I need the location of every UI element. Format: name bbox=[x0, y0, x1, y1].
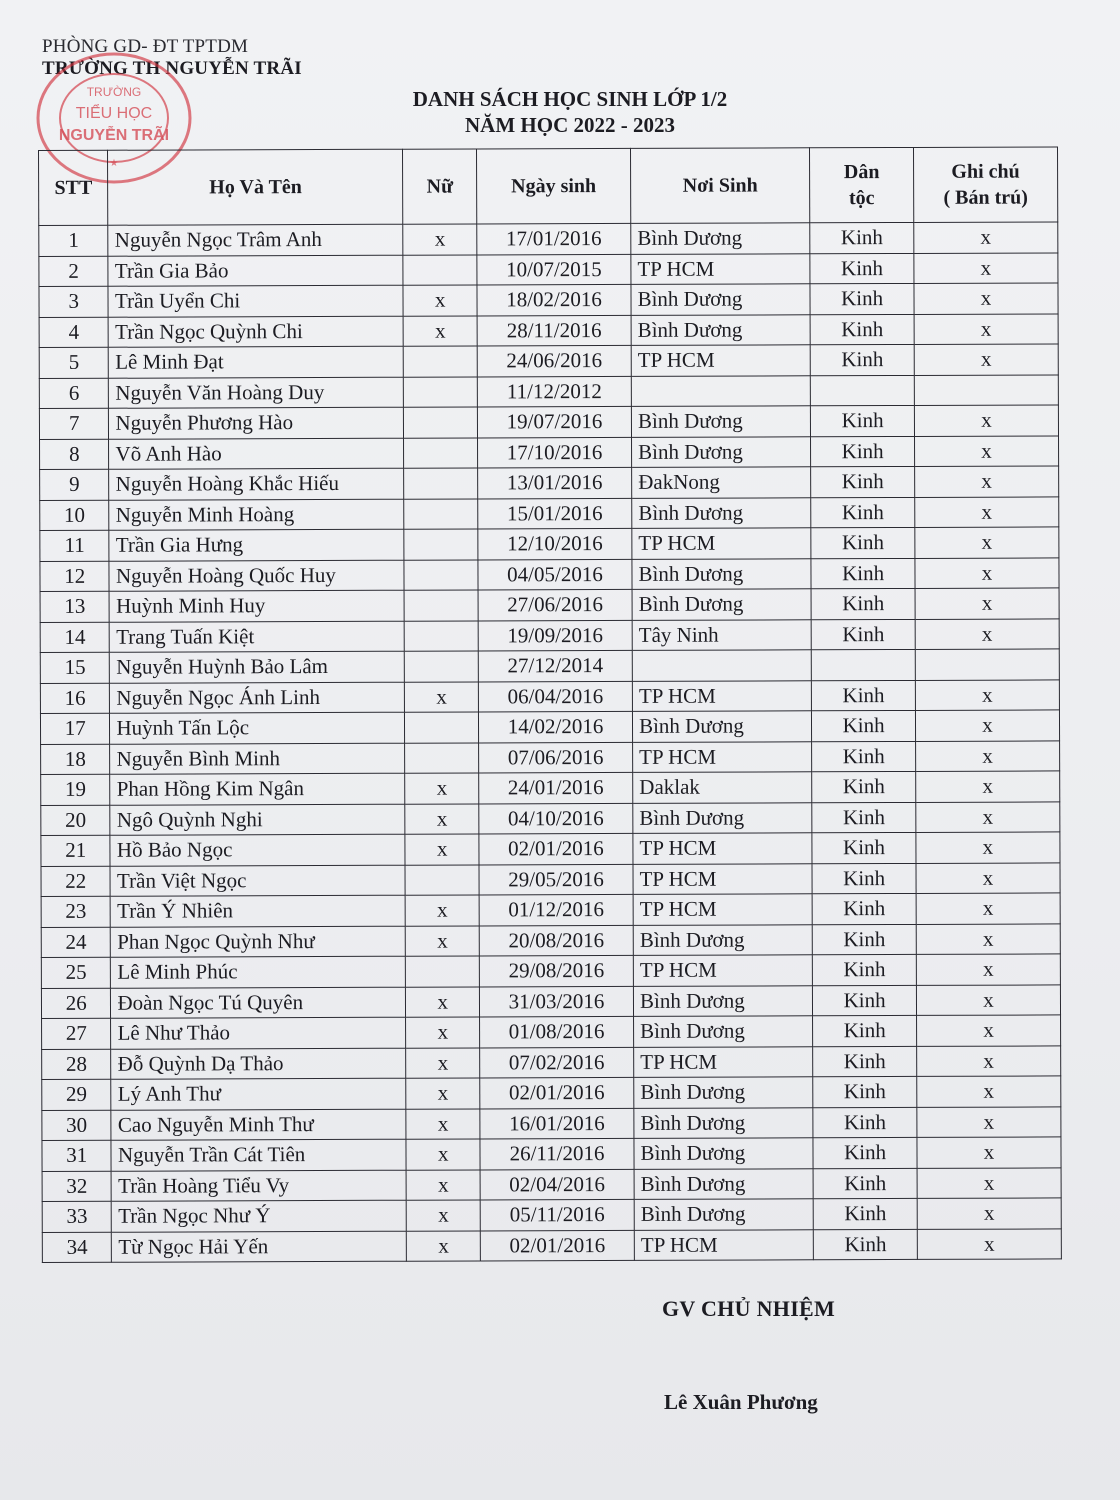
cell-boarding-note: x bbox=[914, 222, 1058, 253]
table-row bbox=[40, 618, 1059, 652]
cell-female bbox=[406, 956, 480, 987]
department-name: PHÒNG GD- ĐT TPTDM bbox=[42, 36, 249, 57]
cell-stt: 10 bbox=[40, 500, 110, 531]
cell-student-name: Trần Việt Ngọc bbox=[110, 865, 405, 897]
cell-female bbox=[404, 346, 478, 377]
cell-female bbox=[404, 529, 478, 560]
cell-boarding-note: x bbox=[915, 588, 1059, 619]
table-row bbox=[40, 649, 1059, 683]
table-row bbox=[41, 893, 1060, 927]
col-header-ethnicity-line1: Dân bbox=[843, 161, 880, 184]
cell-stt: 15 bbox=[40, 652, 110, 683]
cell-ethnicity: Kinh bbox=[813, 1107, 917, 1138]
cell-ethnicity: Kinh bbox=[812, 802, 916, 833]
cell-student-name: Nguyễn Ngọc Ánh Linh bbox=[110, 682, 405, 714]
cell-ethnicity: Kinh bbox=[811, 588, 915, 619]
cell-ethnicity: Kinh bbox=[813, 954, 917, 985]
cell-birthplace: TP HCM bbox=[631, 345, 810, 376]
cell-ethnicity: Kinh bbox=[812, 771, 916, 802]
cell-female bbox=[405, 864, 479, 895]
cell-student-name: Nguyễn Hoàng Khắc Hiếu bbox=[109, 468, 404, 500]
table-row bbox=[41, 740, 1060, 774]
cell-female: x bbox=[407, 1200, 481, 1231]
col-header-birthplace: Nơi Sinh bbox=[631, 148, 810, 224]
cell-student-name: Hồ Bảo Ngọc bbox=[110, 834, 405, 866]
cell-ethnicity: Kinh bbox=[812, 893, 916, 924]
cell-date-of-birth: 07/02/2016 bbox=[480, 1047, 634, 1078]
cell-stt: 3 bbox=[39, 286, 109, 317]
cell-ethnicity bbox=[811, 649, 915, 680]
cell-boarding-note: x bbox=[915, 557, 1059, 588]
table-row bbox=[42, 1076, 1061, 1110]
cell-student-name: Huỳnh Tấn Lộc bbox=[110, 712, 405, 744]
table-row bbox=[40, 496, 1059, 530]
cell-boarding-note: x bbox=[915, 527, 1059, 558]
cell-birthplace: Bình Dương bbox=[634, 1016, 813, 1047]
cell-stt: 4 bbox=[39, 317, 109, 348]
cell-female: x bbox=[406, 925, 480, 956]
cell-student-name: Lê Minh Đạt bbox=[109, 346, 404, 378]
cell-boarding-note: x bbox=[916, 801, 1060, 832]
cell-date-of-birth: 04/05/2016 bbox=[478, 559, 632, 590]
cell-stt: 27 bbox=[42, 1018, 112, 1049]
table-row bbox=[41, 832, 1060, 866]
svg-text:★: ★ bbox=[109, 158, 119, 169]
table-row bbox=[41, 984, 1060, 1018]
cell-stt: 13 bbox=[40, 591, 110, 622]
cell-student-name: Võ Anh Hào bbox=[109, 438, 404, 470]
cell-birthplace: ĐakNong bbox=[632, 467, 811, 498]
cell-date-of-birth: 24/06/2016 bbox=[477, 345, 631, 376]
cell-ethnicity: Kinh bbox=[813, 1198, 917, 1229]
title-line-1: DANH SÁCH HỌC SINH LỚP 1/2 bbox=[412, 87, 728, 111]
cell-student-name: Phan Ngọc Quỳnh Như bbox=[111, 926, 406, 958]
cell-female bbox=[404, 498, 478, 529]
cell-ethnicity: Kinh bbox=[810, 253, 914, 284]
cell-birthplace: Bình Dương bbox=[631, 314, 810, 345]
cell-stt: 5 bbox=[39, 347, 109, 378]
cell-birthplace: TP HCM bbox=[633, 741, 812, 772]
table-row bbox=[42, 1198, 1061, 1232]
table-row bbox=[40, 557, 1059, 591]
cell-stt: 7 bbox=[39, 408, 109, 439]
table-row bbox=[39, 222, 1058, 256]
table-row bbox=[39, 283, 1058, 317]
cell-ethnicity: Kinh bbox=[811, 619, 915, 650]
cell-female bbox=[404, 376, 478, 407]
cell-birthplace: Bình Dương bbox=[634, 1168, 813, 1199]
cell-date-of-birth: 05/11/2016 bbox=[480, 1199, 634, 1230]
cell-female: x bbox=[406, 1139, 480, 1170]
cell-student-name: Trần Ngọc Quỳnh Chi bbox=[109, 316, 404, 348]
cell-ethnicity bbox=[811, 375, 915, 406]
cell-student-name: Trang Tuấn Kiệt bbox=[110, 621, 405, 653]
cell-stt: 26 bbox=[41, 988, 111, 1019]
cell-stt: 19 bbox=[41, 774, 111, 805]
table-row bbox=[40, 588, 1059, 622]
table-row bbox=[40, 679, 1059, 713]
cell-ethnicity: Kinh bbox=[813, 985, 917, 1016]
cell-stt: 12 bbox=[40, 561, 110, 592]
table-row bbox=[41, 954, 1060, 988]
cell-date-of-birth: 17/10/2016 bbox=[477, 437, 631, 468]
stamp-text-mid: TIỂU HỌC bbox=[75, 105, 153, 122]
cell-stt: 18 bbox=[41, 744, 111, 775]
table-row bbox=[40, 466, 1059, 500]
cell-stt: 25 bbox=[41, 957, 111, 988]
cell-date-of-birth: 14/02/2016 bbox=[478, 711, 632, 742]
cell-boarding-note: x bbox=[916, 771, 1060, 802]
cell-date-of-birth: 04/10/2016 bbox=[479, 803, 633, 834]
cell-ethnicity: Kinh bbox=[813, 1015, 917, 1046]
signature-title: GV CHỦ NHIỆM bbox=[662, 1296, 836, 1321]
cell-female: x bbox=[406, 1078, 480, 1109]
cell-student-name: Phan Hồng Kim Ngân bbox=[110, 773, 405, 805]
cell-student-name: Ngô Quỳnh Nghi bbox=[110, 804, 405, 836]
cell-student-name: Nguyễn Bình Minh bbox=[110, 743, 405, 775]
cell-date-of-birth: 02/04/2016 bbox=[480, 1169, 634, 1200]
cell-stt: 33 bbox=[42, 1201, 112, 1232]
cell-female: x bbox=[405, 773, 479, 804]
cell-date-of-birth: 19/07/2016 bbox=[477, 406, 631, 437]
cell-boarding-note bbox=[915, 649, 1059, 680]
cell-female: x bbox=[403, 224, 477, 255]
cell-student-name: Từ Ngọc Hải Yến bbox=[112, 1231, 407, 1263]
cell-boarding-note: x bbox=[917, 1198, 1061, 1229]
cell-female bbox=[404, 407, 478, 438]
cell-ethnicity: Kinh bbox=[812, 680, 916, 711]
cell-ethnicity: Kinh bbox=[811, 405, 915, 436]
table-row bbox=[41, 801, 1060, 835]
cell-student-name: Đỗ Quỳnh Dạ Thảo bbox=[111, 1048, 406, 1080]
cell-date-of-birth: 10/07/2015 bbox=[477, 254, 631, 285]
cell-birthplace: Bình Dương bbox=[632, 711, 811, 742]
col-header-note bbox=[913, 147, 1057, 223]
cell-female: x bbox=[406, 986, 480, 1017]
cell-stt: 28 bbox=[42, 1049, 112, 1080]
cell-student-name: Nguyễn Hoàng Quốc Huy bbox=[109, 560, 404, 592]
cell-birthplace: TP HCM bbox=[633, 955, 812, 986]
cell-stt: 22 bbox=[41, 866, 111, 897]
document-title bbox=[370, 86, 770, 138]
table-row bbox=[39, 374, 1058, 408]
col-header-dob: Ngày sinh bbox=[476, 148, 630, 224]
cell-date-of-birth: 07/06/2016 bbox=[479, 742, 633, 773]
cell-student-name: Đoàn Ngọc Tú Quyên bbox=[111, 987, 406, 1019]
cell-date-of-birth: 01/12/2016 bbox=[479, 894, 633, 925]
stamp-text-bottom: NGUYỄN TRÃI bbox=[58, 127, 170, 144]
cell-stt: 8 bbox=[40, 439, 110, 470]
cell-boarding-note: x bbox=[916, 832, 1060, 863]
table-row bbox=[42, 1045, 1061, 1079]
cell-female bbox=[404, 559, 478, 590]
cell-female: x bbox=[403, 285, 477, 316]
cell-date-of-birth: 02/01/2016 bbox=[479, 833, 633, 864]
cell-boarding-note: x bbox=[914, 405, 1058, 436]
cell-ethnicity: Kinh bbox=[811, 527, 915, 558]
cell-date-of-birth: 13/01/2016 bbox=[478, 467, 632, 498]
cell-birthplace: Bình Dương bbox=[634, 1107, 813, 1138]
table-row bbox=[39, 344, 1058, 378]
col-header-female: Nữ bbox=[403, 149, 477, 224]
cell-student-name: Trần Ngọc Như Ý bbox=[112, 1200, 407, 1232]
cell-female: x bbox=[405, 803, 479, 834]
cell-boarding-note: x bbox=[914, 252, 1058, 283]
cell-ethnicity: Kinh bbox=[812, 741, 916, 772]
cell-birthplace: Bình Dương bbox=[634, 1077, 813, 1108]
cell-date-of-birth: 20/08/2016 bbox=[479, 925, 633, 956]
cell-boarding-note: x bbox=[917, 1045, 1061, 1076]
table-row bbox=[42, 1106, 1061, 1140]
cell-birthplace: Bình Dương bbox=[632, 497, 811, 528]
cell-ethnicity: Kinh bbox=[810, 344, 914, 375]
cell-ethnicity: Kinh bbox=[812, 710, 916, 741]
cell-student-name: Nguyễn Minh Hoàng bbox=[109, 499, 404, 531]
cell-birthplace: Bình Dương bbox=[631, 406, 810, 437]
cell-ethnicity: Kinh bbox=[810, 283, 914, 314]
cell-date-of-birth: 28/11/2016 bbox=[477, 315, 631, 346]
cell-stt: 34 bbox=[42, 1232, 112, 1263]
cell-date-of-birth: 12/10/2016 bbox=[478, 528, 632, 559]
cell-student-name: Nguyễn Phương Hào bbox=[109, 407, 404, 439]
cell-date-of-birth: 18/02/2016 bbox=[477, 284, 631, 315]
cell-boarding-note: x bbox=[914, 283, 1058, 314]
table-row bbox=[40, 527, 1059, 561]
col-header-ethnicity bbox=[810, 147, 914, 222]
cell-date-of-birth: 15/01/2016 bbox=[478, 498, 632, 529]
cell-date-of-birth: 19/09/2016 bbox=[478, 620, 632, 651]
cell-boarding-note: x bbox=[916, 984, 1060, 1015]
cell-student-name: Trần Gia Bảo bbox=[108, 255, 403, 287]
cell-birthplace: Bình Dương bbox=[632, 558, 811, 589]
col-header-note-line1: Ghi chú bbox=[951, 160, 1020, 183]
cell-birthplace: Daklak bbox=[633, 772, 812, 803]
signature-name: Lê Xuân Phương bbox=[664, 1390, 818, 1414]
cell-stt: 1 bbox=[39, 225, 109, 256]
cell-birthplace: TP HCM bbox=[634, 1229, 813, 1260]
cell-date-of-birth: 24/01/2016 bbox=[479, 772, 633, 803]
cell-stt: 16 bbox=[40, 683, 110, 714]
cell-date-of-birth: 29/08/2016 bbox=[479, 955, 633, 986]
cell-ethnicity: Kinh bbox=[812, 924, 916, 955]
cell-birthplace: TP HCM bbox=[632, 680, 811, 711]
cell-ethnicity: Kinh bbox=[811, 466, 915, 497]
cell-ethnicity: Kinh bbox=[814, 1229, 918, 1260]
col-header-name: Họ Và Tên bbox=[108, 149, 403, 225]
cell-boarding-note: x bbox=[915, 496, 1059, 527]
cell-female bbox=[403, 254, 477, 285]
cell-ethnicity: Kinh bbox=[813, 1137, 917, 1168]
cell-ethnicity: Kinh bbox=[811, 436, 915, 467]
table-row bbox=[41, 771, 1060, 805]
cell-student-name: Trần Uyển Chi bbox=[108, 285, 403, 317]
table-row bbox=[40, 710, 1059, 744]
student-list-table bbox=[38, 146, 1062, 1263]
cell-boarding-note: x bbox=[915, 679, 1059, 710]
cell-student-name: Huỳnh Minh Huy bbox=[110, 590, 405, 622]
cell-boarding-note: x bbox=[914, 344, 1058, 375]
cell-female bbox=[405, 651, 479, 682]
cell-date-of-birth: 02/01/2016 bbox=[480, 1077, 634, 1108]
cell-stt: 9 bbox=[40, 469, 110, 500]
table-row bbox=[39, 252, 1058, 286]
cell-student-name: Trần Gia Hưng bbox=[109, 529, 404, 561]
cell-boarding-note: x bbox=[917, 1076, 1061, 1107]
table-row bbox=[39, 405, 1058, 439]
cell-female: x bbox=[406, 1108, 480, 1139]
cell-date-of-birth: 16/01/2016 bbox=[480, 1108, 634, 1139]
cell-birthplace: Bình Dương bbox=[631, 223, 810, 254]
cell-boarding-note: x bbox=[917, 1167, 1061, 1198]
cell-student-name: Lý Anh Thư bbox=[111, 1078, 406, 1110]
cell-date-of-birth: 17/01/2016 bbox=[477, 223, 631, 254]
col-header-stt: STT bbox=[39, 150, 109, 225]
cell-ethnicity: Kinh bbox=[811, 497, 915, 528]
cell-date-of-birth: 26/11/2016 bbox=[480, 1138, 634, 1169]
cell-female: x bbox=[405, 681, 479, 712]
cell-boarding-note: x bbox=[915, 466, 1059, 497]
cell-boarding-note: x bbox=[915, 710, 1059, 741]
table-header-row bbox=[39, 147, 1058, 226]
cell-date-of-birth: 11/12/2012 bbox=[477, 376, 631, 407]
cell-birthplace: Bình Dương bbox=[632, 589, 811, 620]
cell-boarding-note: x bbox=[916, 1015, 1060, 1046]
cell-ethnicity: Kinh bbox=[812, 832, 916, 863]
cell-birthplace: Tây Ninh bbox=[632, 619, 811, 650]
cell-stt: 32 bbox=[42, 1171, 112, 1202]
cell-birthplace: TP HCM bbox=[633, 833, 812, 864]
cell-female: x bbox=[406, 895, 480, 926]
cell-ethnicity: Kinh bbox=[811, 558, 915, 589]
table-row bbox=[42, 1228, 1061, 1262]
cell-stt: 29 bbox=[42, 1079, 112, 1110]
cell-stt: 23 bbox=[41, 896, 111, 927]
cell-boarding-note: x bbox=[916, 862, 1060, 893]
cell-female bbox=[404, 437, 478, 468]
cell-ethnicity: Kinh bbox=[813, 1046, 917, 1077]
table-row bbox=[41, 923, 1060, 957]
cell-stt: 20 bbox=[41, 805, 111, 836]
cell-birthplace: Bình Dương bbox=[633, 985, 812, 1016]
cell-date-of-birth: 27/12/2014 bbox=[478, 650, 632, 681]
cell-birthplace: TP HCM bbox=[631, 253, 810, 284]
cell-date-of-birth: 02/01/2016 bbox=[480, 1230, 634, 1261]
table-row bbox=[42, 1015, 1061, 1049]
cell-student-name: Nguyễn Văn Hoàng Duy bbox=[109, 377, 404, 409]
stamp-text-top: TRƯỜNG bbox=[86, 85, 142, 99]
cell-birthplace: TP HCM bbox=[634, 1046, 813, 1077]
cell-boarding-note: x bbox=[916, 893, 1060, 924]
cell-ethnicity: Kinh bbox=[810, 222, 914, 253]
cell-boarding-note: x bbox=[914, 313, 1058, 344]
col-header-note-line2: ( Bán trú) bbox=[943, 186, 1028, 209]
cell-student-name: Nguyễn Trần Cát Tiên bbox=[111, 1139, 406, 1171]
cell-student-name: Lê Như Thảo bbox=[111, 1017, 406, 1049]
cell-stt: 31 bbox=[42, 1140, 112, 1171]
cell-female bbox=[404, 468, 478, 499]
cell-birthplace: TP HCM bbox=[633, 894, 812, 925]
cell-stt: 6 bbox=[39, 378, 109, 409]
cell-female: x bbox=[406, 1017, 480, 1048]
cell-stt: 14 bbox=[40, 622, 110, 653]
table-row bbox=[42, 1137, 1061, 1171]
cell-date-of-birth: 27/06/2016 bbox=[478, 589, 632, 620]
table-row bbox=[40, 435, 1059, 469]
cell-female bbox=[405, 590, 479, 621]
cell-boarding-note bbox=[914, 374, 1058, 405]
cell-boarding-note: x bbox=[916, 740, 1060, 771]
cell-ethnicity: Kinh bbox=[810, 314, 914, 345]
cell-boarding-note: x bbox=[917, 1106, 1061, 1137]
cell-stt: 24 bbox=[41, 927, 111, 958]
cell-stt: 2 bbox=[39, 256, 109, 287]
cell-female: x bbox=[406, 1047, 480, 1078]
cell-birthplace: Bình Dương bbox=[632, 436, 811, 467]
cell-student-name: Cao Nguyễn Minh Thư bbox=[111, 1109, 406, 1141]
cell-birthplace: Bình Dương bbox=[634, 1199, 813, 1230]
cell-student-name: Nguyễn Ngọc Trâm Anh bbox=[108, 224, 403, 256]
cell-boarding-note: x bbox=[916, 923, 1060, 954]
cell-student-name: Trần Ý Nhiên bbox=[111, 895, 406, 927]
cell-student-name: Nguyễn Huỳnh Bảo Lâm bbox=[110, 651, 405, 683]
cell-birthplace: Bình Dương bbox=[631, 284, 810, 315]
cell-female: x bbox=[405, 834, 479, 865]
cell-birthplace bbox=[632, 650, 811, 681]
cell-female: x bbox=[407, 1169, 481, 1200]
cell-female bbox=[405, 620, 479, 651]
cell-stt: 17 bbox=[40, 713, 110, 744]
cell-date-of-birth: 01/08/2016 bbox=[480, 1016, 634, 1047]
col-header-ethnicity-line2: tộc bbox=[848, 187, 875, 210]
cell-birthplace bbox=[631, 375, 810, 406]
cell-birthplace: Bình Dương bbox=[634, 1138, 813, 1169]
cell-boarding-note: x bbox=[916, 954, 1060, 985]
cell-female bbox=[405, 742, 479, 773]
cell-ethnicity: Kinh bbox=[812, 863, 916, 894]
cell-birthplace: TP HCM bbox=[632, 528, 811, 559]
cell-boarding-note: x bbox=[917, 1137, 1061, 1168]
cell-stt: 21 bbox=[41, 835, 111, 866]
cell-female: x bbox=[404, 315, 478, 346]
cell-stt: 11 bbox=[40, 530, 110, 561]
cell-ethnicity: Kinh bbox=[813, 1168, 917, 1199]
cell-ethnicity: Kinh bbox=[813, 1076, 917, 1107]
cell-date-of-birth: 29/05/2016 bbox=[479, 864, 633, 895]
title-line-2: NĂM HỌC 2022 - 2023 bbox=[465, 113, 675, 137]
school-name: TRƯỜNG TH NGUYỄN TRÃI bbox=[42, 58, 302, 79]
cell-female: x bbox=[407, 1230, 481, 1261]
cell-birthplace: Bình Dương bbox=[633, 924, 812, 955]
cell-date-of-birth: 06/04/2016 bbox=[478, 681, 632, 712]
cell-birthplace: TP HCM bbox=[633, 863, 812, 894]
table-row bbox=[39, 313, 1058, 347]
cell-birthplace: Bình Dương bbox=[633, 802, 812, 833]
cell-date-of-birth: 31/03/2016 bbox=[479, 986, 633, 1017]
table-row bbox=[41, 862, 1060, 896]
table-row bbox=[42, 1167, 1061, 1201]
cell-student-name: Lê Minh Phúc bbox=[111, 956, 406, 988]
cell-boarding-note: x bbox=[917, 1228, 1061, 1259]
cell-stt: 30 bbox=[42, 1110, 112, 1141]
cell-boarding-note: x bbox=[914, 435, 1058, 466]
cell-boarding-note: x bbox=[915, 618, 1059, 649]
cell-student-name: Trần Hoàng Tiểu Vy bbox=[112, 1170, 407, 1202]
cell-female bbox=[405, 712, 479, 743]
